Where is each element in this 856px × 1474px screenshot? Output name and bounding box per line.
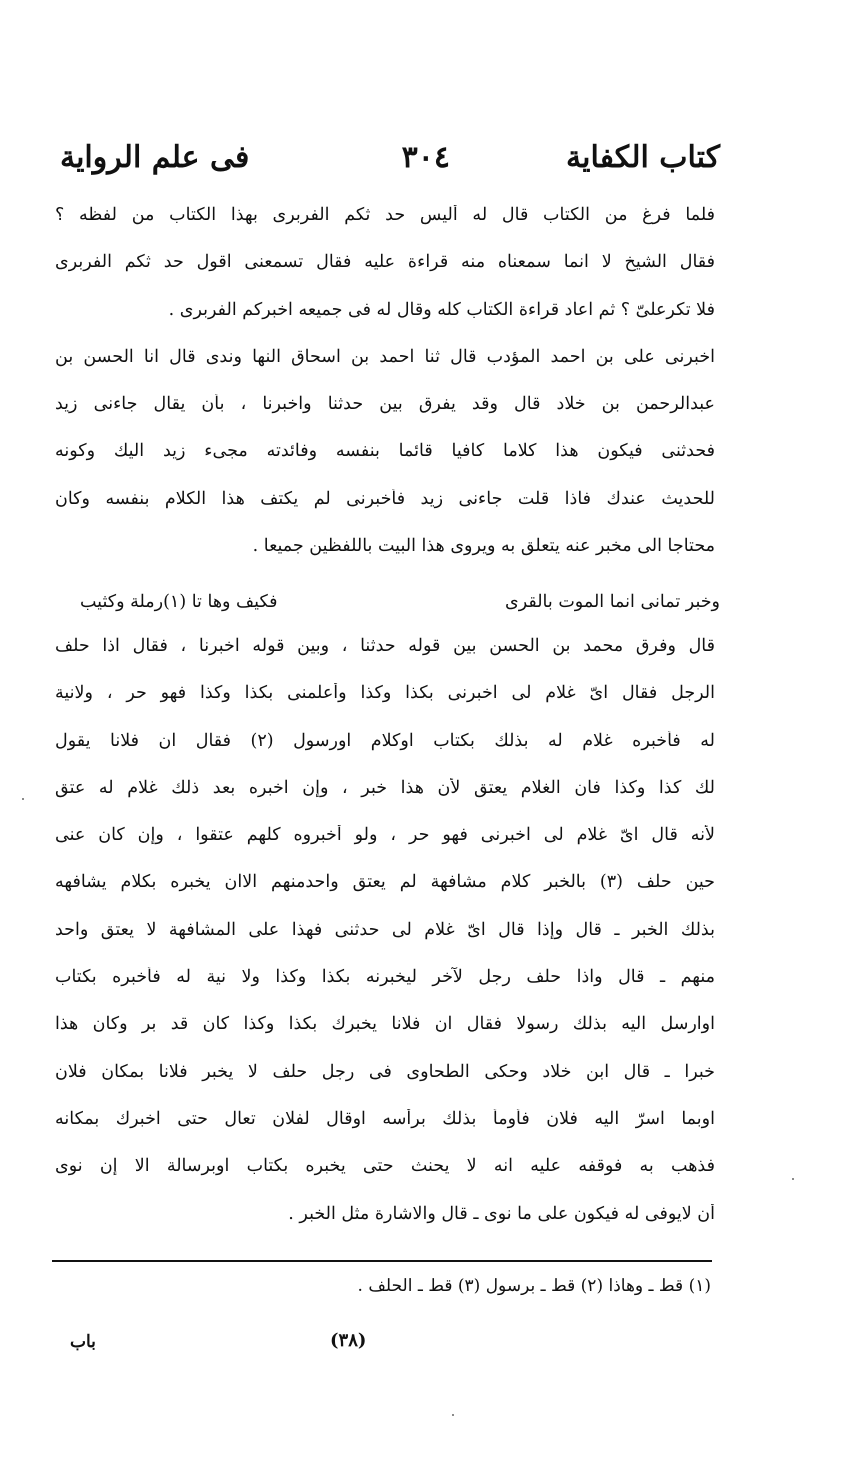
text-line: محتاجا الى مخبر عنه يتعلق به ويروى هذا البيت باللفظين جميعا . [252,536,715,557]
scan-speck [452,1414,454,1416]
text-line: لأنه قال اىّ غلام لى اخبرنى فهو حر ، ولو أخبروه كلهم عتقوا ، وإن كان عنى [55,825,715,846]
scan-speck [22,798,24,800]
text-line: فذهب به فوقفه عليه انه لا يحنث حتى يخبره بكتاب اوبرسالة الا إن نوى [55,1156,715,1177]
subject-title: فى علم الرواية [60,140,250,175]
text-line: اوارسل اليه بذلك رسولا فقال ان فلانا يخبرك بكذا وكذا كان قد بر وكان هذا [55,1014,715,1035]
text-line: فحدثنى فيكون هذا كلاما كافيا قائما بنفسه وفائدته مجىء زيد اليك وكونه [55,441,715,462]
text-line: حين حلف (٣) بالخبر كلام مشافهة لم يعتق واحدمنهم الاان يخبره بكلام يشافهه [55,872,715,893]
text-line: اخبرنى على بن احمد المؤدب قال ثنا احمد بن اسحاق النها وندى قال انا الحسن بن [55,346,715,367]
catchword: باب [70,1332,96,1352]
text-line: اوبما اسرّ اليه فلان فأومأ بذلك برأسه اوقال لفلان تعال حتى اخبرك بمكانه [55,1108,715,1129]
running-header [60,140,720,190]
text-line: للحديث عندك فاذا قلت جاءنى زيد فأخبرنى لم يكتف هذا الكلام بنفسه وكان [55,488,715,509]
text-line: منهم ـ قال واذا حلف رجل لآخر ليخبرنه بكذا وكذا ولا نية له فأخبره بكتاب [55,967,715,988]
verse-hemistich-2: فكيف وها تا (١)رملة وكثيب [80,592,278,612]
text-line: قال وفرق محمد بن الحسن بين قوله حدثنا ، وبين قوله اخبرنا ، فقال اذا حلف [55,636,715,656]
page-label: ٣٠٤ [401,140,450,175]
text-line: الرجل فقال اىّ غلام لى اخبرنى بكذا وكذا وأعلمنى بكذا وكذا فهو حر ، ولانية [55,683,715,704]
text-line: له فأخبره غلام له بذلك بكتاب اوكلام اورسول (٢) فقال ان فلانا يقول [55,730,715,751]
text-line: خبرا ـ قال ابن خلاد وحكى الطحاوى فى رجل حلف لا يخبر فلانا بمكان فلان [55,1061,715,1082]
text-line: لك كذا وكذا فان الغلام يعتق لأن هذا خبر ، وإن اخبره بعد ذلك غلام له عتق [55,777,715,798]
text-line: فلما فرغ من الكتاب قال له أليس حد ثكم الفربرى بهذا الكتاب من لفظه ؟ [55,205,715,225]
text-line: بذلك الخبر ـ قال وإذا قال اىّ غلام لى حدثنى فهذا على المشافهة لا يعتق واحد [55,919,715,940]
text-line: فلا تكرعلىّ ؟ ثم اعاد قراءة الكتاب كله وقال له فى جميعه اخبركم الفربرى . [168,299,715,320]
text-line: فقال الشيخ لا انما سمعناه منه قراءة عليه فقال تسمعنى اقول حد ثكم الفربرى [55,252,715,273]
footnote-divider [52,1260,712,1262]
poetry-verse [80,592,720,618]
page-number: (٣٨) [330,1330,367,1351]
scan-speck [792,1178,794,1180]
text-line: عبدالرحمن بن خلاد قال وقد يفرق بين حدثنا واخبرنا ، بأن يقال جاءنى زيد [55,394,715,415]
main-text-block-1 [55,205,715,583]
verse-hemistich-1: وخبر تمانى انما الموت بالقرى [505,592,720,612]
main-text-block-2 [55,636,715,1251]
text-line: أن لايوفى له فيكون على ما نوى ـ قال والاشارة مثل الخبر . [288,1203,715,1224]
footnotes: (١) قط ـ وهاذا (٢) قط ـ برسول (٣) قط ـ الحلف . [357,1276,711,1296]
book-title: كتاب الكفاية [566,140,720,175]
